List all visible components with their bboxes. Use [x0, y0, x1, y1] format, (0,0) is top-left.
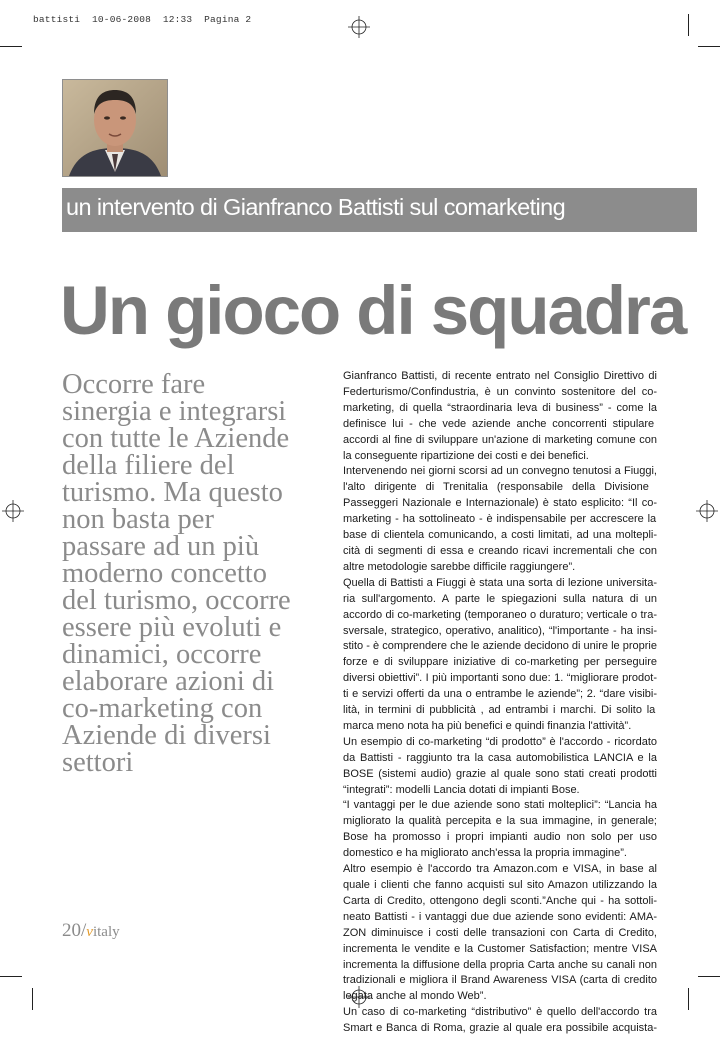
pull-quote-line: elaborare azioni di [62, 666, 275, 697]
pull-quote-line: Occorre fare [62, 369, 206, 400]
body-line: stito - è comprendere che le aziende decidono di unire le proprie [343, 640, 657, 653]
pull-quote-line: dinamici, occorre [62, 639, 262, 670]
body-line: ria sull'argomento. A parte le spiegazioni sulla natura di un [343, 592, 657, 605]
body-line: altre metodologie sarebbe difficile raggiungere”. [343, 560, 576, 573]
banner-text: un intervento di Gianfranco Battisti sul comarketing [66, 194, 566, 220]
crop-mark [0, 46, 22, 47]
body-line: Quella di Battisti a Fiuggi è stata una sorta di lezione universita- [343, 576, 657, 589]
body-line: marketing - ha sottolineato - è indispensabile per accrescere la [343, 513, 657, 526]
crop-mark [698, 976, 720, 977]
body-line: Intervenendo nei giorni scorsi ad un convegno tenutosi a Fiuggi, [343, 465, 657, 478]
pull-quote-line: non basta per [62, 504, 214, 535]
crop-mark [698, 46, 720, 47]
pull-quote-line: del turismo, occorre [62, 585, 291, 616]
pull-quote-line: turismo. Ma questo [62, 477, 283, 508]
pull-quote-line: passare ad un più [62, 531, 260, 562]
body-line: Bose ha promosso i propri impianti audio non solo per uso [343, 831, 657, 844]
body-line: tradizionali e migliora il Brand Awareness VISA (carta di credito [343, 974, 657, 987]
crop-mark [32, 988, 33, 1010]
pull-quote-line: co-marketing con [62, 693, 263, 724]
magazine-logo: vitaly [86, 924, 120, 940]
pull-quote [62, 371, 344, 776]
body-line: Un caso di co-marketing “distributivo” è quello dell'accordo tra [343, 1006, 657, 1019]
page-number: 20 [62, 920, 81, 941]
intro-banner [62, 188, 697, 232]
body-line: ti e servizi offerti da una o entrambe le aziende”; 2. “dare visibi- [343, 688, 657, 701]
pull-quote-line: della filiere del [62, 450, 235, 481]
print-slug: battisti 10-06-2008 12:33 Pagina 2 [33, 14, 252, 25]
body-line: cità di segmenti di essa e creando ricavi incrementali che con [343, 544, 657, 557]
body-line: migliorato la qualità percepita e la sua immagine, in generale; [343, 815, 657, 828]
body-line: quale i clienti che fanno acquisti sul sito Amazon utilizzando la [343, 879, 657, 891]
body-line: Un esempio di co-marketing “di prodotto” è l'accordo - ricordato [343, 735, 657, 748]
author-portrait [62, 79, 168, 177]
body-line: marketing, di quella “straordinaria leva di business” - come la [343, 401, 657, 414]
body-line: Passeggeri Nazionale e Internazionale) è stato esplicito: “Il co- [343, 497, 657, 510]
crop-mark [688, 14, 689, 36]
registration-mark-top [348, 16, 370, 38]
article-body [343, 369, 657, 1037]
pull-quote-line: essere più evoluti e [62, 612, 282, 643]
body-line: l'alto dirigente di Trenitalia (responsabile della Divisione [343, 481, 649, 494]
body-line: “I vantaggi per le due aziende sono stati molteplici”: “Lancia ha [343, 799, 657, 812]
body-line: domestico e ha migliorato anch'essa la propria immagine”. [343, 847, 627, 860]
registration-mark-left [2, 500, 24, 522]
body-line: lità, in termini di pubblicità , ad entrambi i marchi. Di solito la [343, 704, 656, 717]
body-line: la conseguente ripartizione dei costi e dei benefici. [343, 449, 589, 462]
pull-quote-line: settori [62, 747, 134, 778]
body-line: accordi al fine di sviluppare un'azione di marketing comune con [343, 433, 657, 446]
body-line: neato Battisti - i vantaggi due due aziende sono evidenti: AMA- [343, 910, 657, 923]
body-line: Carta di Credito, ottengono degli sconti.”Anche qui - ha sottoli- [343, 894, 657, 907]
article-headline: Un gioco di squadra [60, 272, 686, 349]
pull-quote-line: Aziende di diversi [62, 720, 271, 751]
crop-mark [0, 976, 22, 977]
body-line: legata anche al mondo Web”. [343, 990, 487, 1003]
page-folio [62, 920, 120, 942]
body-line: Smart e Banca di Roma, grazie al quale era possibile acquista- [343, 1022, 657, 1035]
body-line: BOSE (sistemi audio) grazie al quale sono stati creati prodotti [343, 767, 657, 780]
body-line: Federturismo/Confindustria, è un convinto sostenitore del co- [343, 385, 657, 398]
pull-quote-line: sinergia e integrarsi [62, 396, 287, 427]
body-line: sversale, strategico, operativo, analitico), “l'importante - ha insi- [343, 624, 657, 637]
body-line: diversi obiettivi”. I più importanti sono due: 1. “migliorare prodot- [343, 672, 657, 685]
registration-mark-right [696, 500, 718, 522]
body-line: da Battisti - raggiunto tra la casa automobilistica LANCIA e la [343, 751, 657, 764]
body-line: ZON diminuisce i costi delle transazioni con Carta di Credito, [343, 926, 657, 939]
body-line: marca meno nota ha più benefici e quindi finanzia l'attività”. [343, 719, 632, 732]
pull-quote-line: moderno concetto [62, 558, 267, 589]
body-line: forze e di sviluppare iniziative di co-marketing per perseguire [343, 656, 657, 669]
body-line: incrementa la diffusione della propria Carta anche su canali non [343, 958, 657, 971]
body-line: base di clientela comunicando, a costi limitati, ad una moltepli- [343, 529, 657, 542]
body-line: definisce lui - che vede aziende anche concorrenti stipulare [343, 417, 655, 430]
body-line: “integrati”: modelli Lancia dotati di impianti Bose. [343, 783, 580, 796]
body-line: accordo di co-marketing (temporaneo o duraturo; verticale o tra- [343, 608, 657, 621]
folio-slash: / [81, 920, 87, 941]
body-line: Gianfranco Battisti, di recente entrato nel Consiglio Direttivo di [343, 370, 657, 382]
body-line: Altro esempio è l'accordo tra Amazon.com e VISA, in base al [343, 863, 657, 876]
pull-quote-line: con tutte le Aziende [62, 423, 290, 454]
body-line: incrementa le vendite e la Customer Satisfaction; mentre VISA [343, 942, 657, 955]
crop-mark [688, 988, 689, 1010]
